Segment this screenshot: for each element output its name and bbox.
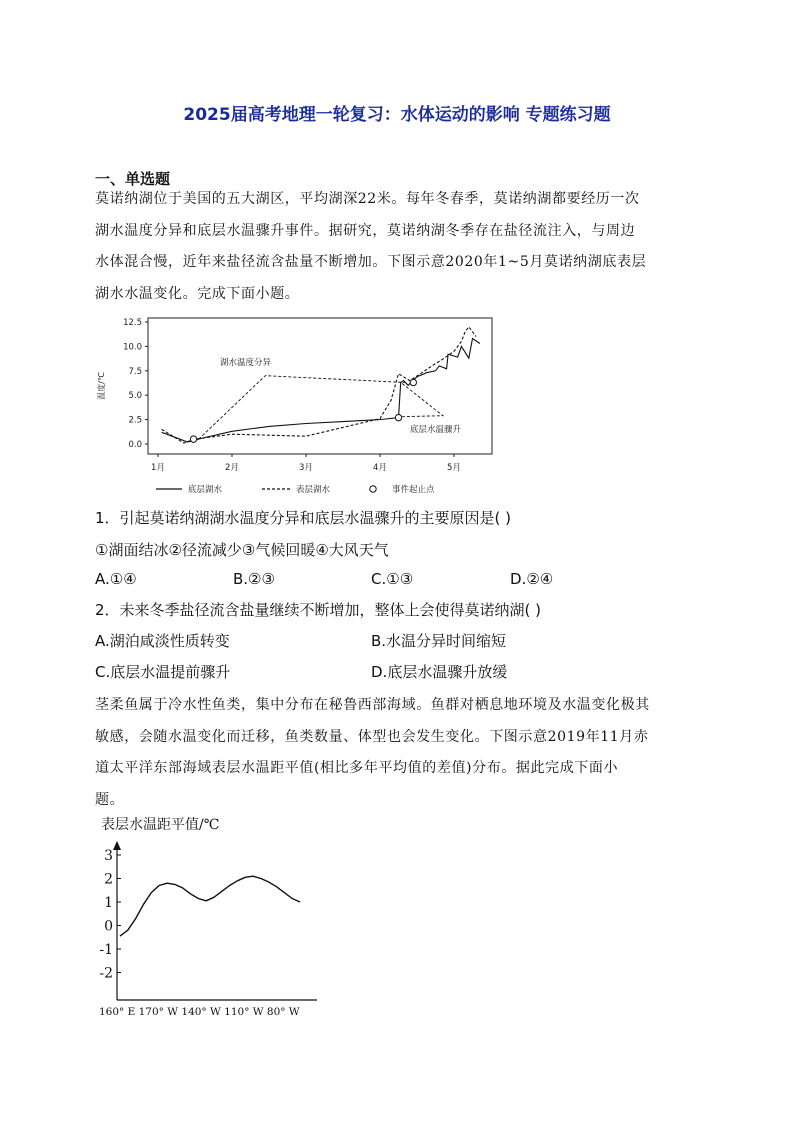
passage-1 (95, 184, 700, 310)
passage-line: 水体混合慢，近年来盐径流含盐量不断增加。下图示意2020年1~5月莫诺纳湖底表层 (95, 254, 647, 270)
q1-option-c[interactable]: C.①③ (371, 570, 414, 588)
x-tick-label: 2月 (225, 463, 239, 473)
annotation-surge: 底层水温骤升 (410, 425, 462, 435)
legend-bottom-label: 底层湖水 (188, 485, 223, 495)
q2-option-b[interactable]: B.水温分异时间缩短 (371, 632, 507, 650)
passage-line: 湖水温度分异和底层水温骤升事件。据研究，莫诺纳湖冬季存在盐径流注入，与周边 (95, 222, 636, 239)
question-1-items: ①湖面结冰②径流减少③气候回暖④大风天气 (95, 541, 389, 559)
x-tick-label: 4月 (373, 463, 387, 473)
page-title: 2025届高考地理一轮复习：水体运动的影响 专题练习题 (183, 105, 611, 125)
event-marker (395, 414, 401, 420)
y-tick-label: -1 (99, 942, 113, 958)
y-tick-label: 7.5 (128, 366, 142, 377)
passage-2 (95, 690, 700, 816)
q1-option-d[interactable]: D.②④ (510, 570, 554, 588)
annotation-divergence: 湖水温度分异 (220, 358, 272, 368)
passage-line: 题。 (95, 791, 125, 808)
y-tick-label: 0 (104, 918, 113, 935)
y-tick-label: 5.0 (128, 391, 142, 402)
y-tick-label: 12.5 (123, 318, 142, 328)
divergence-guide (199, 376, 406, 439)
legend-event-label: 事件起止点 (392, 485, 435, 495)
y-tick-label: -2 (99, 965, 113, 982)
legend-surface-label: 表层湖水 (296, 485, 331, 495)
section-heading: 一、单选题 (95, 170, 171, 188)
passage-line: 莫诺纳湖位于美国的五大湖区，平均湖深22米。每年冬春季，莫诺纳湖都要经历一次 (95, 191, 640, 207)
passage-line: 敏感，会随水温变化而迁移，鱼类数量、体型也会发生变化。下图示意2019年11月赤 (95, 728, 649, 745)
event-marker (410, 379, 416, 385)
q1-option-b[interactable]: B.②③ (233, 570, 275, 588)
x-tick-label: 3月 (299, 463, 313, 473)
passage-line: 茎柔鱼属于冷水性鱼类，集中分布在秘鲁西部海域。鱼群对栖息地环境及水温变化极其 (95, 697, 650, 713)
sst-anomaly-line (120, 876, 300, 936)
y-tick-label: 10.0 (123, 342, 142, 353)
y-tick-label: 3 (104, 848, 113, 864)
q1-option-a[interactable]: A.①④ (95, 570, 137, 588)
x-axis-tick-labels: 160° E 170° W 140° W 110° W 80° W (99, 1006, 300, 1018)
passage-line: 湖水水温变化。完成下面小题。 (95, 285, 300, 302)
x-tick-label: 5月 (447, 463, 461, 473)
x-tick-label: 1月 (151, 463, 165, 473)
passage-line: 道太平洋东部海域表层水温距平值(相比多年平均值的差值)分布。据此完成下面小 (95, 760, 619, 776)
lake-temperature-chart (97, 308, 510, 500)
y-tick-label: 2.5 (128, 415, 142, 426)
surge-guide (402, 383, 443, 416)
event-marker (190, 436, 196, 442)
legend-event-marker-icon (370, 486, 376, 492)
y-tick-label: 0.0 (128, 440, 142, 450)
q2-option-c[interactable]: C.底层水温提前骤升 (95, 663, 231, 681)
question-2-stem: 2．未来冬季盐径流含盐量继续不断增加，整体上会使得莫诺纳湖( ) (95, 601, 542, 619)
y-tick-label: 2 (104, 871, 113, 888)
y-tick-label: 1 (104, 895, 113, 911)
y-axis-title: 表层水温距平值/℃ (101, 817, 220, 833)
y-axis-arrow-icon (113, 841, 121, 850)
y-axis-label: 温度/℃ (97, 372, 106, 400)
question-1-stem: 1．引起莫诺纳湖湖水温度分异和底层水温骤升的主要原因是( ) (95, 509, 512, 527)
q2-option-a[interactable]: A.湖泊咸淡性质转变 (95, 632, 230, 650)
q2-option-d[interactable]: D.底层水温骤升放缓 (371, 663, 508, 681)
sst-anomaly-chart (95, 812, 335, 1022)
